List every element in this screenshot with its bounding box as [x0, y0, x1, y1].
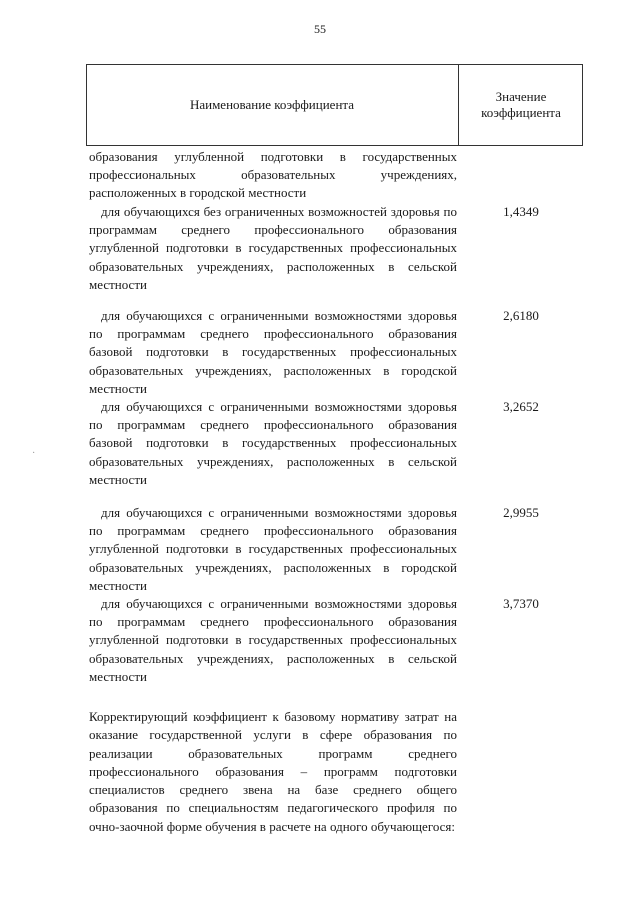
header-coefficient-value [459, 64, 583, 146]
table-row-1-text [89, 203, 457, 294]
table-row-0-text [89, 148, 457, 203]
table-row-3-value: 3,2652 [503, 399, 539, 414]
row-4-text: для обучающихся с ограниченными возможностями здоровья по программам среднего профессионального образования углубленной подготовки в государственных профессиональных образовательных учреждениях, расположенных в городской местности [89, 505, 457, 593]
table-row-1-value: 1,4349 [503, 204, 539, 219]
table-row-5-text [89, 595, 457, 686]
row-0-text: образования углубленной подготовки в государственных профессиональных образовательных учреждениях, расположенных в городской местности [89, 149, 457, 201]
row-5-text: для обучающихся с ограниченными возможностями здоровья по программам среднего профессионального образования углубленной подготовки в государственных профессиональных образовательных учреждениях, расположенных в сельской местности [89, 596, 457, 684]
table-row-2-value: 2,6180 [503, 308, 539, 323]
row-2-text: для обучающихся с ограниченными возможностями здоровья по программам среднего профессионального образования базовой подготовки в государственных профессиональных образовательных учреждениях, расположенных в городской местности [89, 308, 457, 396]
row-1-text: для обучающихся без ограниченных возможностей здоровья по программам среднего профессионального образования углубленной подготовки в государственных профессиональных образовательных учреждениях, расположенных в сельской местности [89, 204, 457, 292]
page-number: 55 [314, 22, 326, 36]
table-row-4-value: 2,9955 [503, 505, 539, 520]
row-3-text: для обучающихся с ограниченными возможностями здоровья по программам среднего профессионального образования базовой подготовки в государственных профессиональных образовательных учреждениях, расположенных в сельской местности [89, 399, 457, 487]
paragraph-text: Корректирующий коэффициент к базовому нормативу затрат на оказание государственной услуги в сфере образования по реализации образовательных программ среднего профессионального образования – программ подготовки специалистов среднего звена на базе среднего общего образования по специальностям педагогического профиля по очно-заочной форме обучения в расчете на одного обучающегося: [89, 709, 457, 834]
table-row-2-text [89, 307, 457, 398]
correction-coefficient-paragraph [89, 708, 457, 836]
header-coefficient-name [86, 64, 458, 146]
table-row-3-text [89, 398, 457, 489]
margin-mark: · [32, 448, 36, 459]
header-coefficient-value-text: Значение коэффициента [481, 89, 561, 120]
header-coefficient-name-text: Наименование коэффициента [189, 97, 355, 112]
table-row-4-text [89, 504, 457, 595]
table-row-5-value: 3,7370 [503, 596, 539, 611]
